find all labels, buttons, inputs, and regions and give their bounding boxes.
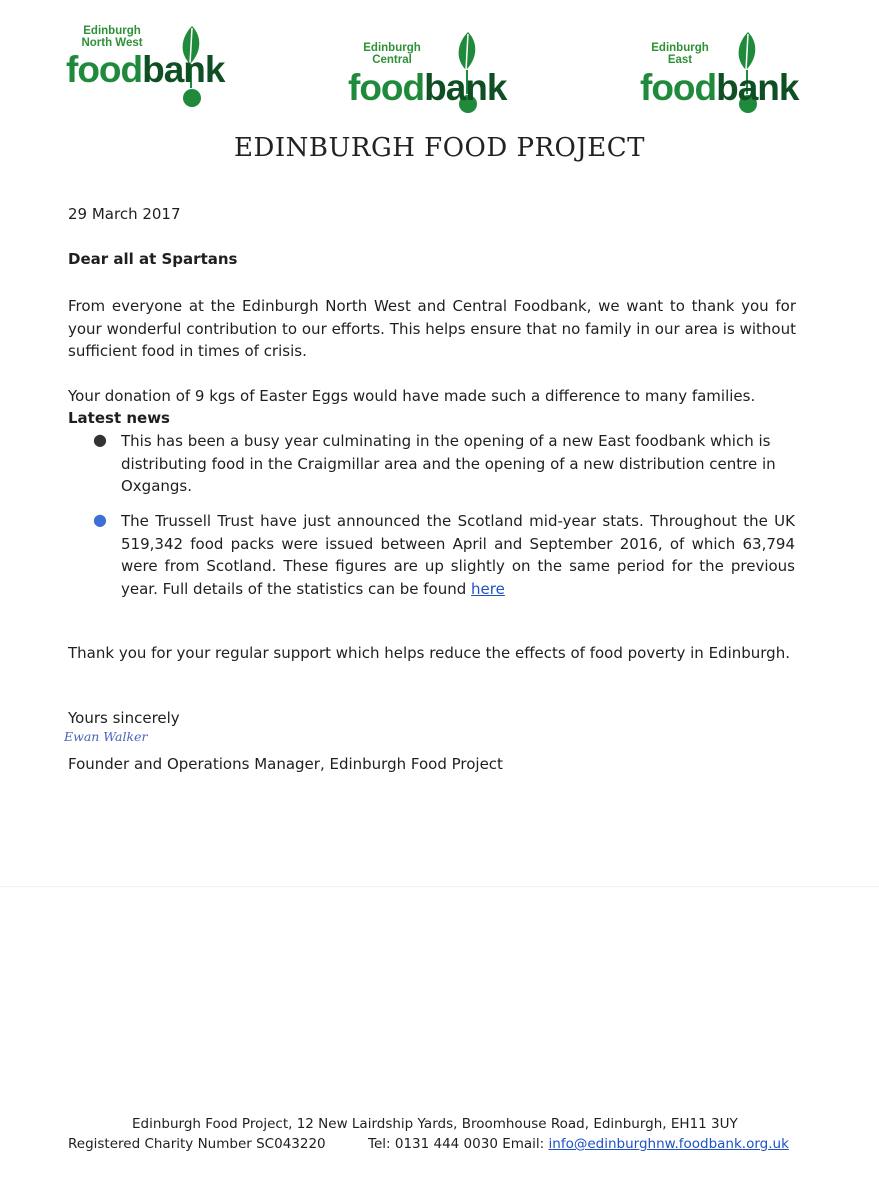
logo-central	[344, 22, 524, 122]
logo-word-bank: bank	[142, 49, 225, 90]
logo-east-subtitle	[640, 42, 720, 66]
bullet-dot: ●	[93, 430, 107, 449]
closing: Yours sincerely	[68, 709, 180, 727]
logo-line1: Edinburgh	[651, 42, 709, 54]
paragraph-closing-thanks: Thank you for your regular support which helps reduce the effects of food poverty in Edinburgh.	[68, 644, 790, 662]
paragraph-donation: Your donation of 9 kgs of Easter Eggs would have made such a difference to many families.	[68, 387, 756, 405]
letter-date: 29 March 2017	[68, 205, 181, 223]
logo-central-subtitle	[352, 42, 432, 66]
logo-word-bank: bank	[716, 67, 799, 108]
footer-email-link[interactable]: info@edinburghnw.foodbank.org.uk	[548, 1136, 789, 1152]
logo-line2: East	[667, 54, 693, 66]
logo-foodbank-word	[66, 50, 224, 90]
statistics-link[interactable]: here	[471, 579, 505, 598]
footer-email-label: Email:	[502, 1136, 545, 1152]
bullet-dot: ●	[93, 510, 107, 529]
footer-charity-number: Registered Charity Number SC043220	[68, 1136, 326, 1152]
news-item-text: The Trussell Trust have just announced the Scotland mid-year stats. Throughout the UK 519,342 food packs were issued between April and September 2016, of which 63,794 were from Scotland. These figures are up slightly on the same period for the previous year. Full details of the statistics can be found	[121, 512, 795, 598]
divider	[0, 886, 879, 887]
logo-word-bank: bank	[424, 67, 507, 108]
org-title: EDINBURGH FOOD PROJECT	[234, 133, 645, 163]
logo-word-food: food	[640, 67, 717, 108]
logo-north-west-subtitle	[72, 25, 152, 49]
signer-title: Founder and Operations Manager, Edinburgh Food Project	[68, 755, 503, 773]
logo-line2: Central	[372, 54, 412, 66]
logo-line1: Edinburgh	[363, 42, 421, 54]
footer-contact	[368, 1134, 789, 1154]
news-item: This has been a busy year culminating in the opening of a new East foodbank which is distributing food in the Craigmillar area and the opening of a new distribution centre in Oxgangs.	[121, 432, 776, 495]
paragraph-thanks-intro: From everyone at the Edinburgh North West and Central Foodbank, we want to thank you for your wonderful contribution to our efforts. This helps ensure that no family in our area is without sufficient food in times of crisis.	[68, 297, 796, 360]
logo-line2: North West	[81, 37, 143, 49]
footer-address: Edinburgh Food Project, 12 New Lairdship Yards, Broomhouse Road, Edinburgh, EH11 3UY	[132, 1116, 738, 1132]
logo-line1: Edinburgh	[83, 25, 141, 37]
logo-north-west	[62, 22, 242, 122]
news-heading: Latest news	[68, 409, 170, 427]
logo-foodbank-word	[348, 68, 506, 108]
logo-word-food: food	[348, 67, 425, 108]
logo-word-food: food	[66, 49, 143, 90]
footer-tel: Tel: 0131 444 0030	[368, 1136, 498, 1152]
logo-foodbank-word	[640, 68, 798, 108]
signature: Ewan Walker	[64, 729, 148, 744]
logo-east	[638, 22, 818, 122]
news-item	[121, 510, 795, 600]
salutation: Dear all at Spartans	[68, 250, 238, 268]
